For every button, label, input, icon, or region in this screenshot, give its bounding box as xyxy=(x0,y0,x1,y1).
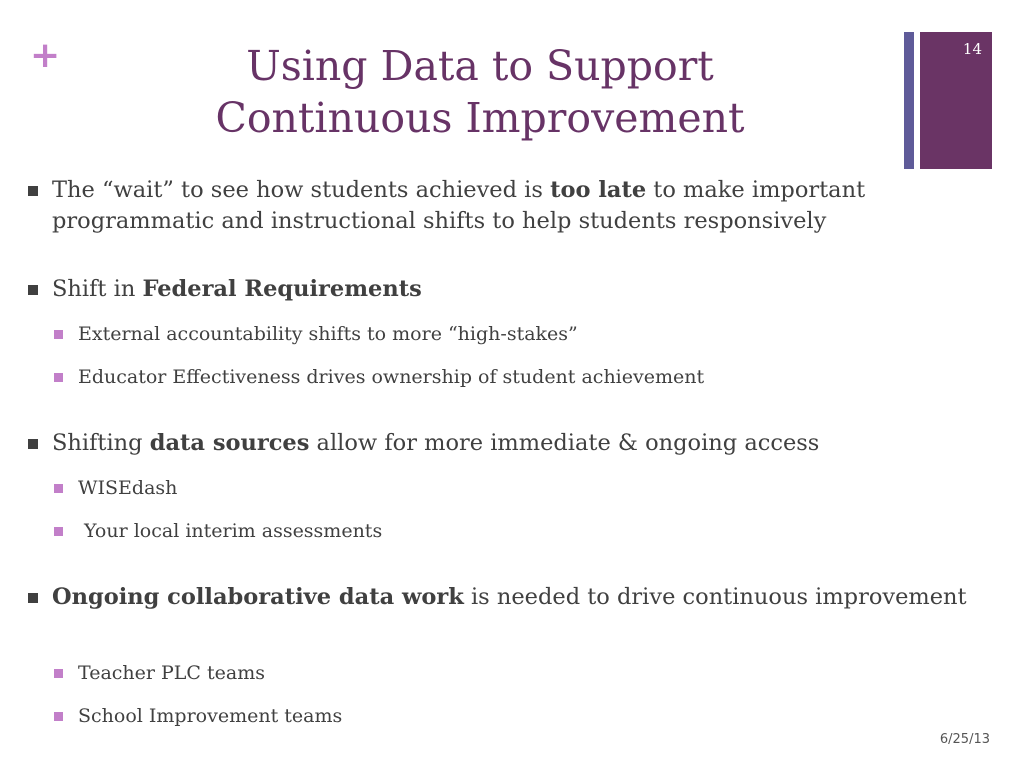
sub-bullet-item: Teacher PLC teams xyxy=(78,660,978,686)
sub-bullet-item: School Improvement teams xyxy=(78,703,978,729)
bullet-square-icon xyxy=(28,593,38,603)
sub-bullet-item: Your local interim assessments xyxy=(78,518,978,544)
bullet-square-icon xyxy=(28,439,38,449)
bullet-square-icon xyxy=(28,285,38,295)
sub-bullet-square-icon xyxy=(54,669,63,678)
bullet-item: Shift in Federal Requirements xyxy=(52,274,982,305)
plus-icon: + xyxy=(30,35,61,76)
bullet-square-icon xyxy=(28,186,38,196)
sub-bullet-square-icon xyxy=(54,527,63,536)
sub-bullet-square-icon xyxy=(54,373,63,382)
title-line-2: Continuous Improvement xyxy=(215,94,745,142)
slide-number: 14 xyxy=(962,40,982,58)
sub-bullet-item: Educator Effectiveness drives ownership of student achievement xyxy=(78,364,978,390)
bullet-item: Ongoing collaborative data work is needed to drive continuous improvement xyxy=(52,582,982,613)
title-line-1: Using Data to Support xyxy=(246,42,714,90)
sub-bullet-item: WISEdash xyxy=(78,475,978,501)
sub-bullet-item: External accountability shifts to more “high-stakes” xyxy=(78,321,978,347)
sub-bullet-square-icon xyxy=(54,330,63,339)
sub-bullet-square-icon xyxy=(54,712,63,721)
bullet-item: Shifting data sources allow for more immediate & ongoing access xyxy=(52,428,982,459)
slide-date: 6/25/13 xyxy=(939,732,990,747)
bullet-item: The “wait” to see how students achieved is too late to make important programmatic and instructional shifts to help students responsively xyxy=(52,175,982,237)
sub-bullet-square-icon xyxy=(54,484,63,493)
